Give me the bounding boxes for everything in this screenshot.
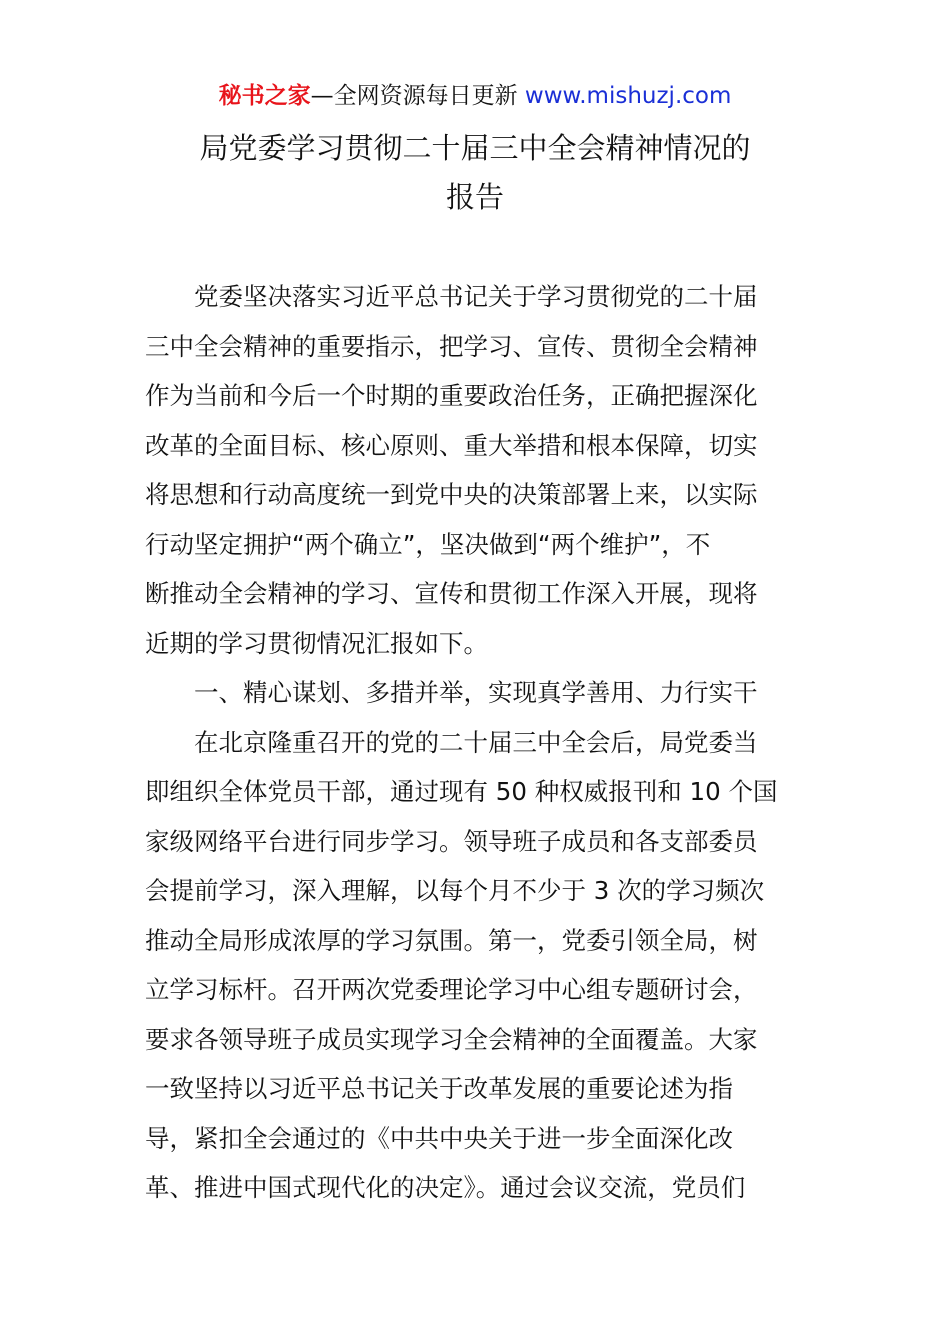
body-line: 近期的学习贯彻情况汇报如下。 xyxy=(145,628,488,658)
title-line-1: 局党委学习贯彻二十届三中全会精神情况的 xyxy=(199,131,751,165)
body-line: 导，紧扣全会通过的《中共中央关于进一步全面深化改 xyxy=(145,1123,733,1153)
body-line: 行动坚定拥护“两个确立”，坚决做到“两个维护”，不 xyxy=(145,529,711,559)
document-body xyxy=(145,272,810,1213)
header-tagline: —全网资源每日更新 xyxy=(310,83,525,109)
body-line: 在北京隆重召开的党的二十届三中全会后，局党委当 xyxy=(145,727,758,757)
body-line: 家级网络平台进行同步学习。领导班子成员和各支部委员 xyxy=(145,826,758,856)
body-line: 推动全局形成浓厚的学习氛围。第一，党委引领全局，树 xyxy=(145,925,758,955)
site-header xyxy=(0,80,950,112)
title-line-2: 报告 xyxy=(445,180,504,214)
body-line: 党委坚决落实习近平总书记关于学习贯彻党的二十届 xyxy=(145,282,758,311)
brand-name: 秘书之家 xyxy=(218,83,311,109)
body-line: 革、推进中国式现代化的决定》。通过会议交流，党员们 xyxy=(145,1173,746,1202)
body-line: 断推动全会精神的学习、宣传和贯彻工作深入开展，现将 xyxy=(145,579,758,608)
body-line: 会提前学习，深入理解，以每个月不少于 3 次的学习频次 xyxy=(145,876,765,905)
body-line: 一、精心谋划、多措并举，实现真学善用、力行实干 xyxy=(145,678,758,707)
body-line: 将思想和行动高度统一到党中央的决策部署上来，以实际 xyxy=(145,480,758,509)
body-line: 要求各领导班子成员实现学习全会精神的全面覆盖。大家 xyxy=(145,1024,758,1054)
body-line: 改革的全面目标、核心原则、重大举措和根本保障，切实 xyxy=(145,430,758,460)
body-line: 即组织全体党员干部，通过现有 50 种权威报刊和 10 个国 xyxy=(145,777,778,806)
body-line: 作为当前和今后一个时期的重要政治任务，正确把握深化 xyxy=(145,381,758,410)
body-line: 立学习标杆。召开两次党委理论学习中心组专题研讨会， xyxy=(145,975,758,1004)
document-title xyxy=(145,124,805,222)
site-url[interactable]: www.mishuzj.com xyxy=(524,83,732,109)
body-line: 三中全会精神的重要指示，把学习、宣传、贯彻全会精神 xyxy=(145,331,758,361)
body-line: 一致坚持以习近平总书记关于改革发展的重要论述为指 xyxy=(145,1074,733,1103)
